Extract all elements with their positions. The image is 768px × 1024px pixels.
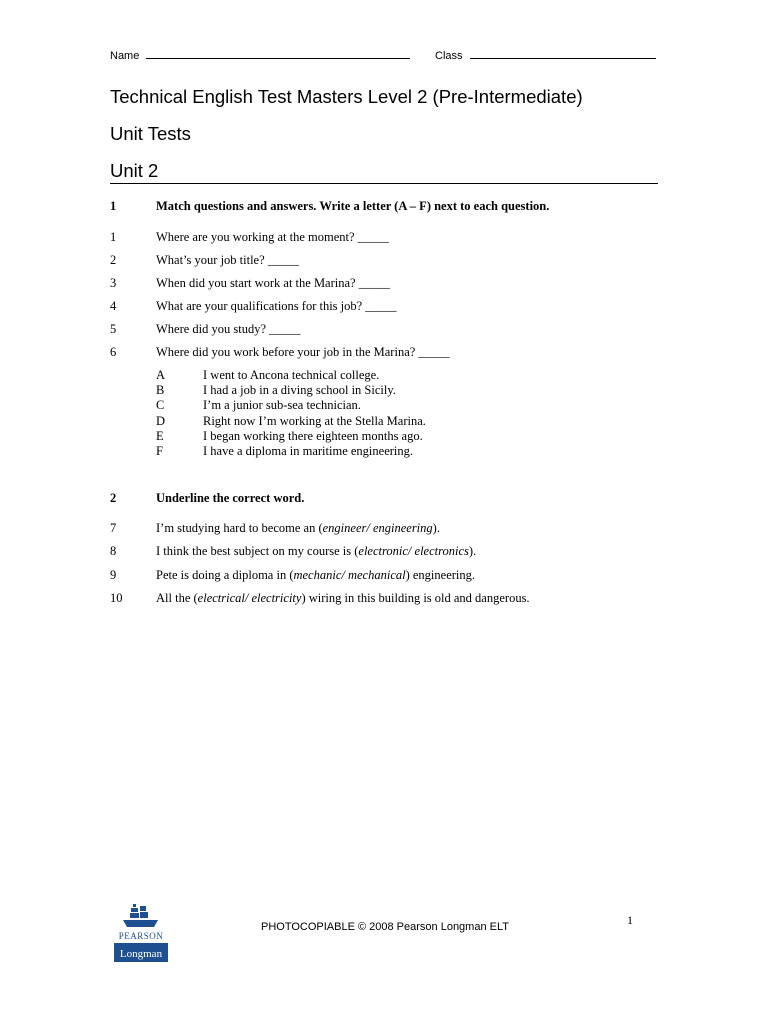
question-text: When did you start work at the Marina? _____	[156, 276, 390, 290]
question-text-before: I think the best subject on my course is (	[156, 544, 359, 558]
question-number: 4	[110, 299, 117, 313]
question-text-after: ).	[432, 521, 440, 535]
answer-text: I began working there eighteen months ago.	[203, 429, 423, 443]
name-field-row	[110, 49, 410, 62]
question-number: 9	[110, 568, 117, 582]
question-number: 10	[110, 591, 123, 605]
question-text-before: I’m studying hard to become an (	[156, 521, 323, 535]
answer-text: I’m a junior sub-sea technician.	[203, 398, 361, 412]
logo-pearson-text: PEARSON	[118, 931, 164, 941]
page-number: 1	[627, 913, 633, 927]
question-text: What are your qualifications for this job? _____	[156, 299, 397, 313]
word-choice[interactable]: engineer/ engineering	[322, 521, 433, 535]
word-choice[interactable]: mechanic/ mechanical	[293, 568, 406, 582]
answer-letter: C	[156, 398, 165, 412]
answer-text: I have a diploma in maritime engineering.	[203, 444, 413, 458]
name-field-line[interactable]	[146, 49, 410, 59]
question-number: 6	[110, 345, 117, 359]
question-number: 3	[110, 276, 117, 290]
question-text: What’s your job title? _____	[156, 253, 300, 267]
question-text	[156, 544, 476, 559]
copyright-footer: PHOTOCOPIABLE © 2008 Pearson Longman ELT	[261, 921, 509, 933]
answer-text: I went to Ancona technical college.	[203, 368, 380, 382]
answer-text: I had a job in a diving school in Sicily.	[203, 383, 396, 397]
word-choice[interactable]: electronic/ electronics	[358, 544, 469, 558]
question-text-after: ) engineering.	[405, 568, 476, 582]
question-text-before: All the (	[156, 591, 198, 605]
answer-letter: B	[156, 383, 165, 397]
question-number: 2	[110, 253, 117, 267]
class-label: Class	[435, 50, 463, 62]
name-label: Name	[110, 50, 140, 62]
question-text: Where did you work before your job in the Marina? _____	[156, 345, 450, 359]
question-text-after: ) wiring in this building is old and dangerous.	[301, 591, 530, 605]
class-field-line[interactable]	[470, 49, 656, 59]
section-2-instruction: Underline the correct word.	[156, 491, 305, 505]
question-text-before: Pete is doing a diploma in (	[156, 568, 294, 582]
pearson-longman-logo	[113, 902, 169, 964]
answer-letter: E	[156, 429, 164, 443]
answer-letter: F	[156, 444, 163, 458]
unit-title: Unit 2	[110, 160, 159, 181]
answer-letter: A	[156, 368, 166, 382]
question-text: Where did you study? _____	[156, 322, 301, 336]
question-text	[156, 521, 440, 536]
word-choice[interactable]: electrical/ electricity	[197, 591, 302, 605]
question-text	[156, 591, 530, 606]
question-number: 1	[110, 230, 117, 244]
question-number: 5	[110, 322, 117, 336]
question-number: 8	[110, 544, 117, 558]
section-1-instruction: Match questions and answers. Write a letter (A – F) next to each question.	[156, 199, 550, 213]
section-1-number: 1	[110, 199, 117, 213]
document-title: Technical English Test Masters Level 2 (Pre-Intermediate)	[110, 86, 583, 107]
section-2-number: 2	[110, 491, 117, 505]
answer-text: Right now I’m working at the Stella Marina.	[203, 414, 426, 428]
question-text: Where are you working at the moment? _____	[156, 230, 389, 244]
question-text	[156, 568, 475, 583]
answer-letter: D	[156, 414, 166, 428]
document-subtitle: Unit Tests	[110, 123, 191, 144]
unit-title-rule	[110, 183, 658, 184]
class-field-row	[435, 49, 656, 62]
pearson-ship-logo-icon	[113, 902, 169, 964]
question-text-after: ).	[468, 544, 477, 558]
question-number: 7	[110, 521, 117, 535]
logo-longman-text: Longman	[119, 948, 163, 960]
